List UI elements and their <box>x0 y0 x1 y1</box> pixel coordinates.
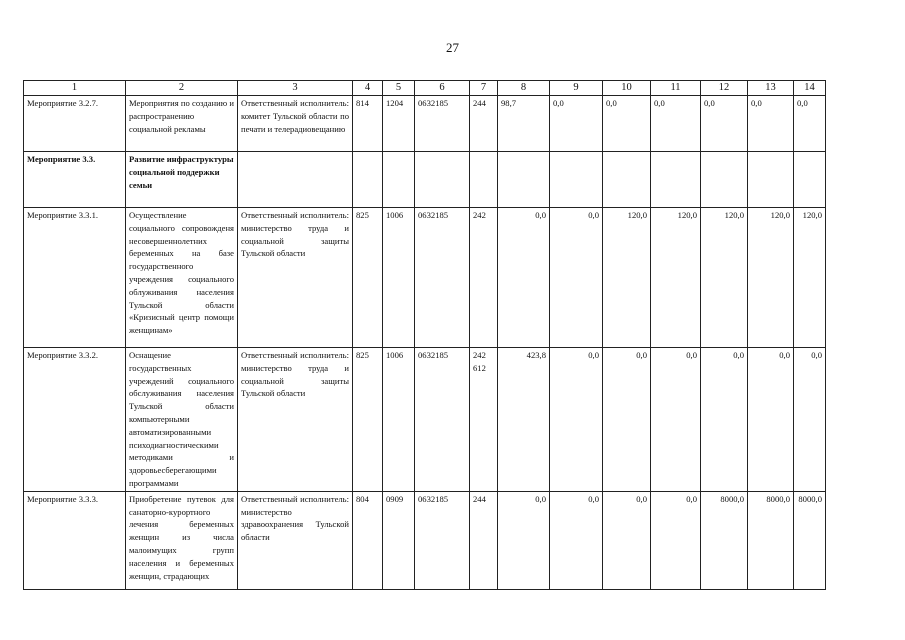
header-cell: 7 <box>470 81 498 96</box>
activity-id: Мероприятие 3.3.2. <box>24 348 126 492</box>
activity-name: Развитие инфраструктуры социальной поддержки семьи <box>126 152 238 208</box>
cell-c11: 0,0 <box>651 96 701 152</box>
activity-name: Осуществление социального сопровожденя несовершеннолетних беременных на базе государственного учреждения социального облуживания населения Тульской области «Кризисный центр помощи женщинам» <box>126 208 238 348</box>
cell-c11: 120,0 <box>651 208 701 348</box>
activity-id: Мероприятие 3.3.1. <box>24 208 126 348</box>
header-cell: 6 <box>415 81 470 96</box>
activity-id: Мероприятие 3.2.7. <box>24 96 126 152</box>
cell-c7-line1: 242 <box>473 350 486 360</box>
cell-c8: 423,8 <box>498 348 550 492</box>
header-cell: 14 <box>794 81 826 96</box>
activity-id: Мероприятие 3.3.3. <box>24 491 126 589</box>
cell-c4: 825 <box>353 348 383 492</box>
activity-id: Мероприятие 3.3. <box>24 152 126 208</box>
activity-executor: Ответственный исполнитель: комитет Тульской области по печати и телерадиовещанию <box>238 96 353 152</box>
cell-c7 <box>470 208 498 348</box>
header-cell: 5 <box>383 81 415 96</box>
cell-c4: 814 <box>353 96 383 152</box>
cell-c8: 0,0 <box>498 208 550 348</box>
cell-c9: 0,0 <box>550 491 603 589</box>
cell-c4: 825 <box>353 208 383 348</box>
cell-c9: 0,0 <box>550 208 603 348</box>
cell-c7-line1: 244 <box>473 493 486 504</box>
cell-c9: 0,0 <box>550 348 603 492</box>
cell-c12: 8000,0 <box>701 491 748 589</box>
cell-c6: 0632185 <box>415 491 470 589</box>
cell-c13: 120,0 <box>748 208 794 348</box>
cell-c14: 0,0 <box>794 348 826 492</box>
page-number: 27 <box>446 40 459 55</box>
cell-c10: 0,0 <box>603 96 651 152</box>
table-row <box>24 152 826 208</box>
cell-c7-line2: 612 <box>473 362 486 373</box>
cell-c5: 0909 <box>383 491 415 589</box>
cell-c7 <box>470 152 498 208</box>
table-row <box>24 491 826 589</box>
activity-executor: Ответственный исполнитель: министерство труда и социальной защиты Тульской области <box>238 208 353 348</box>
cell-c14 <box>794 152 826 208</box>
cell-c8 <box>498 152 550 208</box>
cell-c7-line1: 242 <box>473 210 486 220</box>
header-cell: 1 <box>24 81 126 96</box>
cell-c12 <box>701 152 748 208</box>
cell-c11: 0,0 <box>651 491 701 589</box>
header-cell: 3 <box>238 81 353 96</box>
activity-name: Приобретение путевок для санаторно-курортного лечения беременных женщин из числа малоимущих групп населения и беременных женщин, страдающих <box>126 491 238 589</box>
cell-c14: 120,0 <box>794 208 826 348</box>
activity-executor: Ответственный исполнитель: министерство труда и социальной защиты Тульской области <box>238 348 353 492</box>
header-cell: 8 <box>498 81 550 96</box>
cell-c13: 8000,0 <box>748 491 794 589</box>
table-row <box>24 96 826 152</box>
header-cell: 12 <box>701 81 748 96</box>
cell-c10: 0,0 <box>603 348 651 492</box>
header-cell: 11 <box>651 81 701 96</box>
activity-executor: Ответственный исполнитель: министерство здравоохранения Тульской области <box>238 491 353 589</box>
cell-c5: 1006 <box>383 208 415 348</box>
table-row <box>24 208 826 348</box>
cell-c6: 0632185 <box>415 208 470 348</box>
header-cell: 2 <box>126 81 238 96</box>
cell-c9 <box>550 152 603 208</box>
cell-c11: 0,0 <box>651 348 701 492</box>
cell-c12: 0,0 <box>701 96 748 152</box>
cell-c10 <box>603 152 651 208</box>
cell-c14: 8000,0 <box>794 491 826 589</box>
cell-c10: 0,0 <box>603 491 651 589</box>
header-cell: 4 <box>353 81 383 96</box>
cell-c13: 0,0 <box>748 348 794 492</box>
cell-c6 <box>415 152 470 208</box>
cell-c13: 0,0 <box>748 96 794 152</box>
activity-executor <box>238 152 353 208</box>
header-cell: 10 <box>603 81 651 96</box>
cell-c6: 0632185 <box>415 348 470 492</box>
cell-c11 <box>651 152 701 208</box>
cell-c5: 1006 <box>383 348 415 492</box>
cell-c14: 0,0 <box>794 96 826 152</box>
cell-c12: 0,0 <box>701 348 748 492</box>
cell-c7 <box>470 491 498 589</box>
cell-c7 <box>470 96 498 152</box>
cell-c4 <box>353 152 383 208</box>
table-row <box>24 348 826 492</box>
cell-c6: 0632185 <box>415 96 470 152</box>
cell-c7-line1: 244 <box>473 98 486 108</box>
activity-name: Оснащение государственных учреждений социального обслуживания населения Тульской области компьютерными автоматизированными психодиагностическими методиками и здоровьесберегающими программами <box>126 348 238 492</box>
cell-c8: 98,7 <box>498 96 550 152</box>
cell-c8: 0,0 <box>498 491 550 589</box>
cell-c4: 804 <box>353 491 383 589</box>
cell-c7 <box>470 348 498 492</box>
program-table <box>23 80 826 590</box>
cell-c5: 1204 <box>383 96 415 152</box>
header-cell: 13 <box>748 81 794 96</box>
cell-c12: 120,0 <box>701 208 748 348</box>
cell-c10: 120,0 <box>603 208 651 348</box>
cell-c13 <box>748 152 794 208</box>
activity-name: Мероприятия по созданию и распространению социальной рекламы <box>126 96 238 152</box>
cell-c5 <box>383 152 415 208</box>
cell-c9: 0,0 <box>550 96 603 152</box>
header-row <box>24 81 826 96</box>
header-cell: 9 <box>550 81 603 96</box>
